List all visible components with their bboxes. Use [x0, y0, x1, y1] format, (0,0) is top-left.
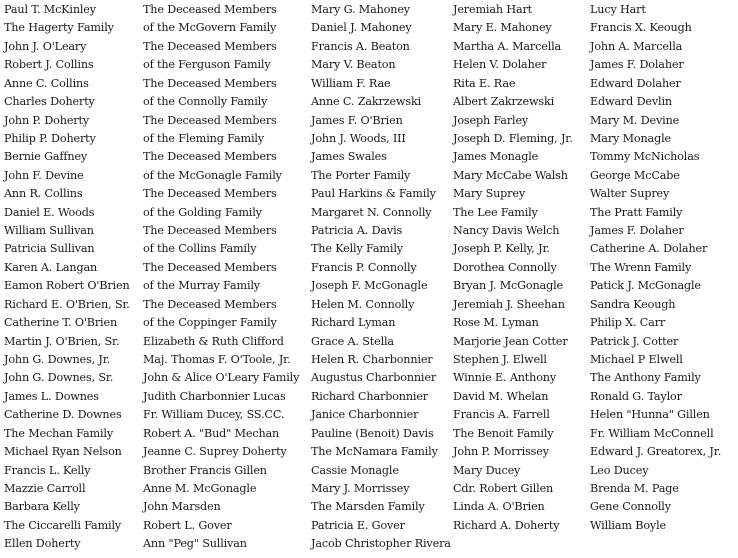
memorial-name: of the Ferguson Family	[143, 58, 271, 72]
memorial-name: Maj. Thomas F. O'Toole, Jr.	[143, 353, 291, 367]
memorial-name: Joseph P. Kelly, Jr.	[453, 242, 550, 256]
memorial-name: The Anthony Family	[590, 371, 701, 385]
memorial-name: The Benoit Family	[453, 426, 554, 440]
memorial-name: John F. Devine	[4, 168, 84, 182]
memorial-name: Robert J. Collins	[4, 58, 94, 72]
memorial-name: Mary Monagle	[590, 131, 671, 145]
memorial-name: The Deceased Members	[143, 113, 277, 127]
memorial-name: Richard E. O'Brien, Sr.	[4, 297, 130, 311]
memorial-name: John J. O'Leary	[4, 39, 87, 53]
memorial-name: The Wrenn Family	[590, 260, 692, 274]
memorial-name: Edward J. Greatorex, Jr.	[590, 445, 722, 459]
memorial-name: Marjorie Jean Cotter	[453, 334, 568, 348]
memorial-name: Richard Charbonnier	[311, 389, 428, 403]
memorial-name: Daniel J. Mahoney	[311, 21, 412, 35]
memorial-name: The Hagerty Family	[4, 21, 114, 35]
memorial-name: The Deceased Members	[143, 150, 277, 164]
memorial-name: Joseph D. Fleming, Jr.	[453, 131, 573, 145]
memorial-name: Walter Suprey	[590, 187, 670, 201]
memorial-name: Martin J. O'Brien, Sr.	[4, 334, 120, 348]
memorial-name: David M. Whelan	[453, 389, 549, 403]
memorial-name: The Deceased Members	[143, 297, 277, 311]
memorial-name: Elizabeth & Ruth Clifford	[143, 334, 284, 348]
memorial-name: of the Coppinger Family	[143, 316, 277, 330]
memorial-name: Patrick J. Cotter	[590, 334, 679, 348]
memorial-name: of the Murray Family	[143, 279, 260, 293]
memorial-name: of the Golding Family	[143, 205, 262, 219]
memorial-name: Jeremiah Hart	[453, 3, 533, 16]
memorial-name: Gene Connolly	[590, 500, 671, 514]
memorial-name: Winnie E. Anthony	[453, 371, 557, 385]
memorial-name: Martha A. Marcella	[453, 39, 562, 53]
memorial-name: Helen V. Dolaher	[453, 58, 547, 72]
memorial-name: Francis L. Kelly	[4, 463, 91, 477]
memorial-name: Patricia A. Davis	[311, 224, 403, 238]
memorial-name: of the Fleming Family	[143, 131, 264, 145]
memorial-name: Mary V. Beaton	[311, 58, 396, 72]
memorial-name: Jeremiah J. Sheehan	[453, 297, 565, 311]
memorial-name: Stephen J. Elwell	[453, 353, 547, 367]
memorial-name: Pauline (Benoit) Davis	[311, 426, 434, 440]
memorial-name: Bernie Gaffney	[4, 150, 88, 164]
memorial-name: Grace A. Stella	[311, 334, 394, 348]
memorial-name: John G. Downes, Sr.	[4, 371, 114, 385]
memorial-name: Francis X. Keough	[590, 21, 692, 35]
memorial-name: Margaret N. Connolly	[311, 205, 432, 219]
memorial-name: Tommy McNicholas	[590, 150, 700, 164]
memorial-name: Judith Charbonnier Lucas	[143, 389, 286, 403]
memorial-name: Leo Ducey	[590, 463, 649, 477]
memorial-name: Daniel E. Woods	[4, 205, 95, 219]
memorial-name: Robert L. Gover	[143, 518, 232, 532]
memorial-name: Francis P. Connolly	[311, 260, 417, 274]
memorial-name: Patick J. McGonagle	[590, 279, 701, 293]
memorial-name: Mary E. Mahoney	[453, 21, 552, 35]
memorial-name: William Boyle	[590, 518, 666, 532]
memorial-name: Sandra Keough	[590, 297, 676, 311]
memorial-name: John P. Morrissey	[453, 445, 549, 459]
memorial-name: Michael P Elwell	[590, 353, 683, 367]
names-column-4	[453, 1, 573, 535]
names-column-5	[590, 1, 721, 535]
memorial-name: John J. Woods, III	[311, 131, 406, 145]
memorial-name: of the McGovern Family	[143, 21, 277, 35]
memorial-name: Paul Harkins & Family	[311, 187, 436, 201]
memorial-name: Brother Francis Gillen	[143, 463, 267, 477]
memorial-name: Mary J. Morrissey	[311, 481, 410, 495]
memorial-name: The Ciccarelli Family	[4, 518, 122, 532]
memorial-name: Helen R. Charbonnier	[311, 353, 433, 367]
memorial-name: The Pratt Family	[590, 205, 683, 219]
memorial-name: Cassie Monagle	[311, 463, 399, 477]
memorial-name: Mary M. Devine	[590, 113, 680, 127]
memorial-name: of the Connolly Family	[143, 95, 268, 109]
memorial-name: Rose M. Lyman	[453, 316, 539, 330]
memorial-name: Rita E. Rae	[453, 76, 516, 90]
memorial-name: James Monagle	[453, 150, 539, 164]
memorial-name: Barbara Kelly	[4, 500, 80, 514]
memorial-name: Philip P. Doherty	[4, 131, 96, 145]
memorial-name: Richard Lyman	[311, 316, 396, 330]
memorial-name: William F. Rae	[311, 76, 391, 90]
memorial-name: Catherine D. Downes	[4, 408, 122, 422]
memorial-name: Lucy Hart	[590, 3, 646, 16]
memorial-name: Mary G. Mahoney	[311, 3, 410, 16]
memorial-name: Paul T. McKinley	[4, 3, 96, 16]
memorial-name: Philip X. Carr	[590, 316, 666, 330]
memorial-name: The Deceased Members	[143, 224, 277, 238]
memorial-name: The Marsden Family	[311, 500, 425, 514]
memorial-name: of the McGonagle Family	[143, 168, 282, 182]
memorial-name: The Deceased Members	[143, 260, 277, 274]
memorial-name: Mazzie Carroll	[4, 481, 86, 495]
memorial-name: Edward Devlin	[590, 95, 672, 109]
memorial-name: James F. O'Brien	[311, 113, 403, 127]
memorial-name: William Sullivan	[4, 224, 94, 238]
memorial-name: Francis A. Farrell	[453, 408, 550, 422]
memorial-name: Catherine A. Dolaher	[590, 242, 708, 256]
memorial-name: Michael Ryan Nelson	[4, 445, 122, 459]
memorial-name: Bryan J. McGonagle	[453, 279, 563, 293]
memorial-name: The Deceased Members	[143, 3, 277, 16]
memorial-name: James Swales	[311, 150, 387, 164]
names-column-3	[311, 1, 451, 554]
memorial-name: Joseph Farley	[453, 113, 529, 127]
memorial-name: John & Alice O'Leary Family	[143, 371, 300, 385]
memorial-name: John Marsden	[143, 500, 221, 514]
memorial-name: Joseph F. McGonagle	[311, 279, 428, 293]
memorial-name: The McNamara Family	[311, 445, 438, 459]
memorial-name: The Deceased Members	[143, 76, 277, 90]
memorial-name: Ellen Doherty	[4, 537, 81, 551]
memorial-name: Fr. William McConnell	[590, 426, 714, 440]
memorial-name: The Deceased Members	[143, 187, 277, 201]
memorial-name: Jeanne C. Suprey Doherty	[143, 445, 287, 459]
names-column-1	[4, 1, 130, 554]
memorial-name: Patricia E. Gover	[311, 518, 405, 532]
memorial-name: Robert A. "Bud" Mechan	[143, 426, 280, 440]
memorial-name: Albert Zakrzewski	[453, 95, 555, 109]
memorial-name: Ronald G. Taylor	[590, 389, 682, 403]
memorial-name: John G. Downes, Jr.	[4, 353, 111, 367]
memorial-name: The Kelly Family	[311, 242, 403, 256]
memorial-name: Dorothea Connolly	[453, 260, 557, 274]
memorial-name: James F. Dolaher	[590, 58, 684, 72]
memorial-name: Eamon Robert O'Brien	[4, 279, 130, 293]
memorial-name: James F. Dolaher	[590, 224, 684, 238]
memorial-name: Helen M. Connolly	[311, 297, 415, 311]
memorial-name: The Porter Family	[311, 168, 411, 182]
memorial-name: Janice Charbonnier	[311, 408, 419, 422]
memorial-name: Ann R. Collins	[4, 187, 83, 201]
memorial-name: Nancy Davis Welch	[453, 224, 560, 238]
memorial-name: Linda A. O'Brien	[453, 500, 545, 514]
memorial-name: Anne M. McGonagle	[143, 481, 257, 495]
memorial-name: James L. Downes	[4, 389, 99, 403]
memorial-name: Richard A. Doherty	[453, 518, 560, 532]
memorial-name: Jacob Christopher Rivera	[311, 537, 451, 551]
memorial-name: John A. Marcella	[590, 39, 683, 53]
memorial-name: George McCabe	[590, 168, 680, 182]
names-grid	[2, 0, 738, 558]
memorial-name: Ann "Peg" Sullivan	[143, 537, 247, 551]
memorial-name: Catherine T. O'Brien	[4, 316, 118, 330]
memorial-name: Anne C. Collins	[4, 76, 89, 90]
memorial-name: John P. Doherty	[4, 113, 90, 127]
memorial-name: of the Collins Family	[143, 242, 257, 256]
names-column-2	[143, 1, 299, 554]
memorial-name: Brenda M. Page	[590, 481, 679, 495]
memorial-name: Mary Suprey	[453, 187, 526, 201]
memorial-name: Anne C. Zakrzewski	[311, 95, 421, 109]
memorial-name: Mary Ducey	[453, 463, 521, 477]
memorial-name: Helen "Hunna" Gillen	[590, 408, 710, 422]
memorial-name: Francis A. Beaton	[311, 39, 410, 53]
memorial-name: Charles Doherty	[4, 95, 95, 109]
memorial-name: Fr. William Ducey, SS.CC.	[143, 408, 285, 422]
memorial-name: Patricia Sullivan	[4, 242, 95, 256]
memorial-name: The Mechan Family	[4, 426, 114, 440]
memorial-name: Edward Dolaher	[590, 76, 681, 90]
memorial-name: Mary McCabe Walsh	[453, 168, 568, 182]
memorial-name: The Deceased Members	[143, 39, 277, 53]
memorial-name: The Lee Family	[453, 205, 538, 219]
memorial-name: Augustus Charbonnier	[311, 371, 437, 385]
memorial-name: Cdr. Robert Gillen	[453, 481, 554, 495]
memorial-name: Karen A. Langan	[4, 260, 98, 274]
